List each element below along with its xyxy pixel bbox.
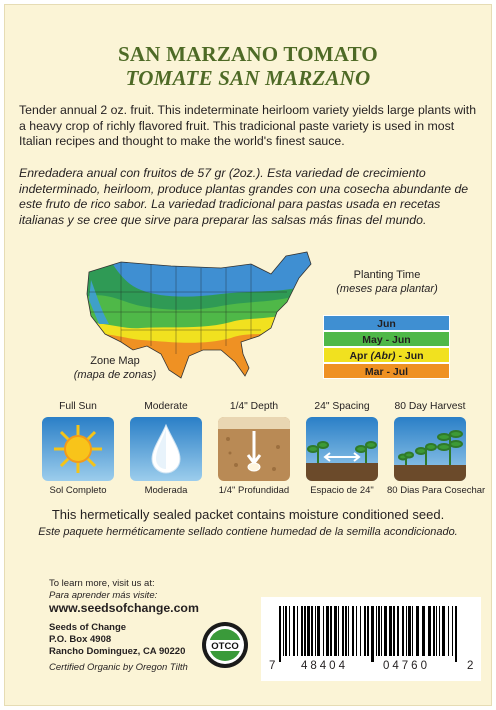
icon-full-sun [35,400,121,496]
sealed-packet-note-en: This hermetically sealed packet contains moisture conditioned seed. [51,507,445,522]
icon-spacing [299,400,385,496]
barcode-bar [439,606,440,656]
barcode-digit-check: 2 [467,660,474,672]
barcode-bar [376,606,377,656]
barcode-bar [433,606,435,656]
barcode-bar [338,606,339,656]
sealed-packet-note-es: Este paquete herméticamente sellado contiene humedad de la semilla acondicionado. [38,526,458,538]
barcode-bar [307,606,310,656]
harvest-icon [394,417,466,481]
barcode-bar [283,606,284,656]
barcode-digit-lead: 7 [269,660,276,672]
icon-label-top: 1/4" Depth [229,401,279,412]
barcode-digits-left: 48404 [301,660,348,672]
barcode-bar [304,606,306,656]
barcode-bar [348,606,349,656]
planting-row-text: Apr [349,350,371,362]
title-spanish: TOMATE SAN MARZANO [125,66,371,90]
barcode-bar [323,606,324,656]
learn-more-en: To learn more, visit us at: [49,578,155,589]
barcode-bar [428,606,431,656]
planting-row-zone-orange [323,363,450,379]
otco-logo-icon [201,621,249,669]
icon-depth [211,400,297,496]
website-link[interactable]: www.seedsofchange.com [49,601,199,615]
barcode-bar [334,606,337,656]
barcode-bar [378,606,380,656]
barcode-bar [345,606,347,656]
barcode-bar [293,606,295,656]
barcode-bar [442,606,445,656]
barcode-bars [279,606,463,662]
icon-label-top: Moderate [144,401,188,412]
spacing-icon [306,417,378,481]
planting-time-table [323,315,450,379]
seed-packet-back [4,4,492,706]
barcode-bar [416,606,419,656]
barcode-bar [342,606,344,656]
mailing-address [49,622,185,658]
planting-row-text: Mar - Jul [364,366,409,378]
barcode-bar [289,606,290,656]
barcode-bar [297,606,298,656]
icon-label-bottom: Sol Completo [49,485,107,496]
learn-more-es: Para aprender más visite: [49,590,158,601]
barcode-bar [384,606,387,656]
description-english: Tender annual 2 oz. fruit. This indeterminate heirloom variety yields large plants with a heavy crop of richly flavored fruit. This tradicional paste variety is used in most Italian recipes and thought to make the world's finest sauce. [19,103,477,149]
barcode-digits-right: 04760 [383,660,430,672]
barcode-bar [301,606,303,656]
planting-row-text: Jun [377,318,396,330]
planting-row-zone-yellow [323,347,450,363]
barcode-bar [326,606,329,656]
certification-note: Certified Organic by Oregon Tilth [49,662,188,673]
address-line: Rancho Dominguez, CA 90220 [49,646,186,657]
barcode-bar [448,606,449,656]
planting-row-text: May - Jun [362,334,411,346]
icon-label-bottom: Espacio de 24" [310,485,374,496]
barcode-bar [408,606,411,656]
icon-label-top: Full Sun [59,401,97,412]
title-english: SAN MARZANO TOMATO [118,42,378,66]
barcode-bar [317,606,320,656]
icon-label-top: 80 Day Harvest [394,401,466,412]
barcode-bar [279,606,281,662]
barcode-bar [315,606,316,656]
icon-harvest [387,400,486,496]
barcode-bar [412,606,413,656]
zone-map-label-es: (mapa de zonas) [73,369,157,381]
zone-map-label [65,354,165,382]
barcode-bar [285,606,287,656]
barcode-bar [389,606,392,656]
barcode-bar [381,606,382,656]
barcode-bar [352,606,354,656]
barcode-bar [364,606,366,656]
address-line: P.O. Box 4908 [49,634,112,645]
barcode-bar [422,606,425,656]
planting-time-title-es: (meses para plantar) [336,283,438,295]
planting-row-zone-green [323,331,450,347]
barcode-bar [393,606,395,656]
icon-label-bottom: 80 Dias Para Cosechar [387,485,486,496]
barcode-bar [436,606,437,656]
description-spanish: Enredadera anual con fruitos de 57 gr (2oz.). Esta variedad de crecimiento indeterminado, heirloom, produce plantas grandes con una cosecha abundante de este fruto de rico sabor. La variedad tradicional para pastas usada en recetas italianas y se cree que sirve para preparar las salsas más finas del mundo. [19,166,469,227]
seed-depth-icon [218,417,290,481]
barcode-bar [397,606,399,656]
planting-row-text-end: - Jun [395,350,424,362]
address-line: Seeds of Change [49,622,127,633]
planting-time-title-en: Planting Time [353,269,421,281]
barcode-bar [371,606,374,662]
barcode-bar [455,606,457,662]
upc-barcode [261,597,481,681]
icon-label-top: 24" Spacing [314,401,370,412]
planting-row-zone-blue [323,315,450,331]
otco-logo-text: OTCO [211,641,239,652]
icon-label-bottom: 1/4" Profundidad [218,485,290,496]
barcode-bar [402,606,404,656]
water-drop-icon [130,417,202,481]
learn-more [49,578,157,602]
planting-row-text-abr: (Abr) [370,350,396,362]
planting-time-title [317,268,457,296]
barcode-bar [360,606,361,656]
icon-label-bottom: Moderada [144,485,188,496]
sun-icon [42,417,114,481]
barcode-bar [367,606,369,656]
barcode-bar [311,606,313,656]
icon-moderate-water [123,400,209,496]
barcode-bar [356,606,357,656]
barcode-bar [452,606,453,656]
barcode-bar [406,606,407,656]
barcode-bar [330,606,332,656]
zone-map-label-en: Zone Map [90,355,140,367]
